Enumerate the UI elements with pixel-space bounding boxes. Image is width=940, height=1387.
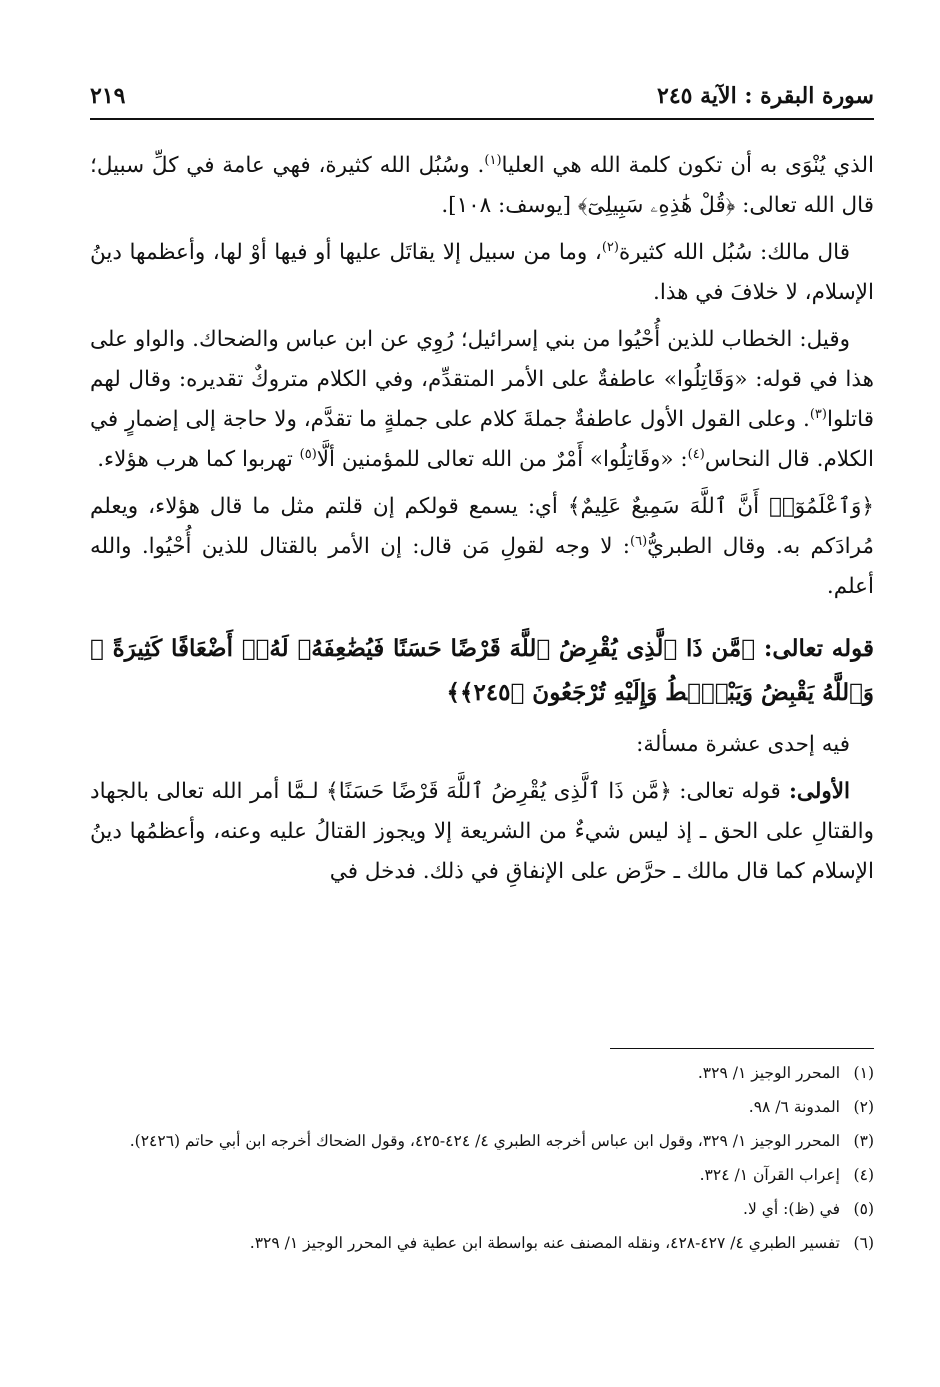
paragraph-3: وقيل: الخطاب للذين أُحْيُوا من بني إسرائيل؛ رُوِي عن ابن عباس والضحاك. والواو على هذا في قوله: «وَقَاتِلُوا» عاطفةٌ على الأمر المتقدِّم، وفي الكلام متروكٌ تقديره: وقال لهم قاتلوا$^{(٣)}$. وعلى القول الأول عاطفةٌ جملةَ كلام على جملةٍ ما تقدَّم، ولا حاجة إلى إضمارٍ في الكلام. قال النحاس$^{(٤)}$: «وقَاتِلُوا» أَمْرٌ من الله تعالى للمؤمنين ألَّا$^{(٥)}$ تهربوا كما هرب هؤلاء.: [90, 327, 874, 472]
footnote: (٥) في (ظ): أي لا.: [743, 1200, 874, 1218]
footnote-ref-3: (٣): [809, 406, 827, 422]
verse-label: قوله تعالى:: [755, 635, 875, 662]
footnote: (٤) إعراب القرآن ١/ ٣٢٤.: [699, 1166, 874, 1184]
footnote-ref-5: (٥): [299, 446, 317, 462]
paragraph-1: الذي يُنْوَى به أن تكون كلمة الله هي العليا$^{(١)}$. وسُبُل الله كثيرة، فهي عامة في كلِّ سبيل؛ قال الله تعالى: ﴿قُلْ هَٰذِهِۦ سَبِيلِىٓ﴾ [يوسف: ١٠٨].: [90, 152, 874, 218]
footnote-rule: [610, 1048, 874, 1049]
first-issue-label: الأولى:: [780, 779, 850, 804]
main-text: [90, 146, 874, 899]
footnote-ref-1: (١): [484, 152, 502, 168]
verse-text: ﴿مَّن ذَا ٱلَّذِى يُقْرِضُ ٱللَّهَ قَرْضًا حَسَنًا فَيُضَٰعِفَهُۥ لَهُۥٓ أَضْعَافًا كَثِيرَةً ۚ وَٱللَّهُ يَقْبِضُ وَيَبْصُۜطُ وَإِلَيْهِ تُرْجَعُونَ ﴿٢٤٥﴾﴾: [90, 635, 874, 706]
footnote-ref-2: (٢): [601, 239, 619, 255]
footnote: (١) المحرر الوجيز ١/ ٣٢٩.: [697, 1064, 874, 1082]
footnote-ref-4: (٤): [687, 446, 705, 462]
running-title: سورة البقرة : الآية ٢٤٥: [657, 83, 874, 109]
page-number: ٢١٩: [90, 83, 126, 109]
header-rule: [90, 118, 874, 120]
footnote: (٣) المحرر الوجيز ١/ ٣٢٩، وقول ابن عباس أخرجه الطبري ٤/ ٤٢٤-٤٢٥، وقول الضحاك أخرجه ابن أبي حاتم (٢٤٢٦).: [129, 1132, 874, 1150]
paragraph-first-issue: الأولى: قوله تعالى: ﴿مَّن ذَا ٱلَّذِى يُقْرِضُ ٱللَّهَ قَرْضًا حَسَنًا﴾ لـمَّا أمر الله تعالى بالجهاد والقتالِ على الحق ـ إذ ليس شيءٌ من الشريعة إلا ويجوز القتالُ عليه وعنه، وأعظمُها دينُ الإسلام كما قال مالك ـ حرَّض على الإنفاقِ في ذلك. فدخل في: [90, 779, 874, 884]
paragraph-4: ﴿وَٱعْلَمُوٓا۟ أَنَّ ٱللَّهَ سَمِيعٌ عَلِيمٌ﴾ أي: يسمع قولكم إن قلتم مثل ما قال هؤلاء، ويعلم مُرادَكم به. وقال الطبريُّ$^{(٦)}$: لا وجه لقولِ مَن قال: إن الأمر بالقتال للذين أُحْيُوا. والله أعلم.: [90, 494, 874, 599]
footnote: (٢) المدونة ٦/ ٩٨.: [748, 1098, 874, 1116]
footnote: (٦) تفسير الطبري ٤/ ٤٢٧-٤٢٨، ونقله المصنف عنه بواسطة ابن عطية في المحرر الوجيز ١/ ٣٢٩.: [249, 1234, 874, 1252]
footnotes: [90, 1056, 874, 1260]
footnote-ref-6: (٦): [630, 533, 648, 549]
paragraph-2: قال مالك: سُبُل الله كثيرة$^{(٢)}$، وما من سبيل إلا يقاتَل عليها أو فيها أوْ لها، وأعظمها دينُ الإسلام، لا خلافَ في هذا.: [90, 239, 874, 305]
page-header: [90, 74, 874, 118]
verse-heading: [90, 627, 874, 715]
issues-count-line: فيه إحدى عشرة مسألة:: [636, 732, 850, 757]
